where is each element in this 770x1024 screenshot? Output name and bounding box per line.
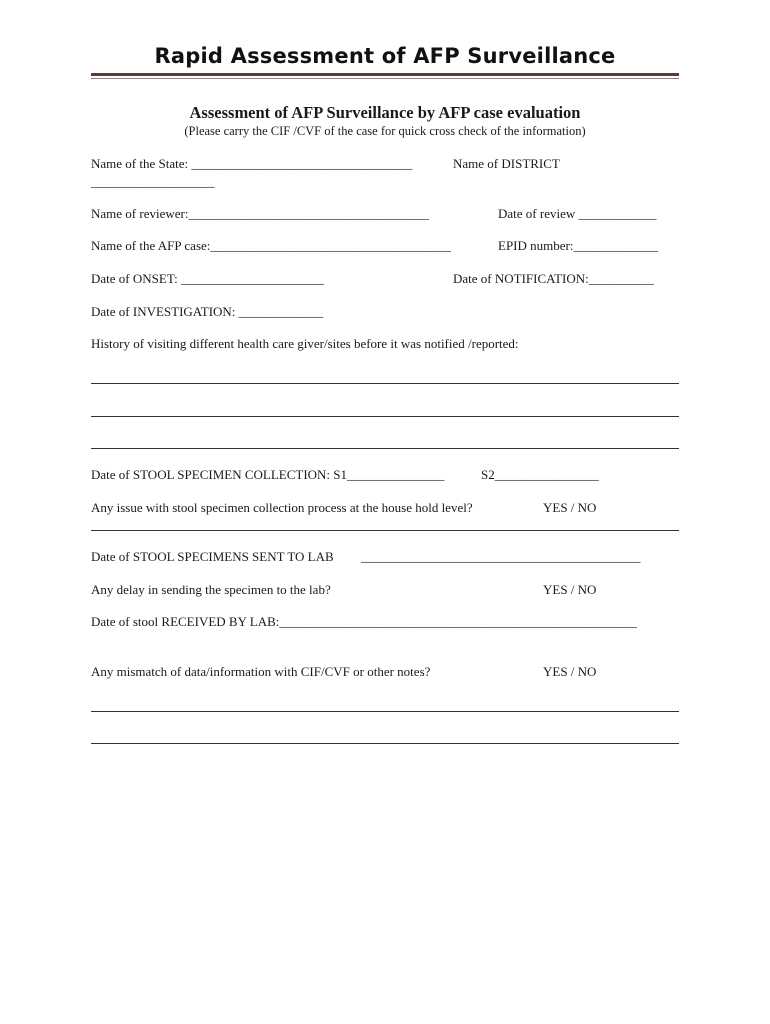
district-label: Name of DISTRICT [453,156,560,171]
header-divider-thin [91,78,679,79]
delay-question: Any delay in sending the specimen to the lab? [91,582,331,597]
mismatch-answer-line[interactable] [91,742,679,744]
reviewer-field[interactable]: Name of reviewer:_____________________________________ [91,206,429,221]
mismatch-question: Any mismatch of data/information with CIF/CVF or other notes? [91,664,431,679]
state-field[interactable]: Name of the State: __________________________________ [91,156,413,171]
s2-field[interactable]: S2________________ [481,467,599,482]
notification-field[interactable]: Date of NOTIFICATION:__________ [453,271,654,286]
stool-collection-field[interactable]: Date of STOOL SPECIMEN COLLECTION: S1_______________ [91,467,445,482]
yes-no-option[interactable]: YES / NO [543,500,597,515]
investigation-field[interactable]: Date of INVESTIGATION: _____________ [91,304,324,319]
history-answer-line[interactable] [91,382,679,384]
collection-issue-answer-line[interactable] [91,529,679,531]
form-note: (Please carry the CIF /CVF of the case for quick cross check of the information) [184,124,586,138]
stool-sent-field[interactable]: ___________________________________________ [361,549,641,564]
stool-sent-label: Date of STOOL SPECIMENS SENT TO LAB [91,549,334,564]
review-date-field[interactable]: Date of review ____________ [498,206,657,221]
page-title: Rapid Assessment of AFP Surveillance [154,44,616,68]
district-field[interactable]: ___________________ [91,174,215,189]
yes-no-option[interactable]: YES / NO [543,582,597,597]
epid-field[interactable]: EPID number:_____________ [498,238,658,253]
form-subtitle: Assessment of AFP Surveillance by AFP case evaluation [189,103,581,122]
collection-issue-question: Any issue with stool specimen collection process at the house hold level? [91,500,473,515]
history-answer-line[interactable] [91,415,679,417]
mismatch-answer-line[interactable] [91,710,679,712]
header-divider [91,73,679,76]
yes-no-option[interactable]: YES / NO [543,664,597,679]
history-answer-line[interactable] [91,447,679,449]
history-label: History of visiting different health care giver/sites before it was notified /reported: [91,336,519,351]
received-field[interactable]: Date of stool RECEIVED BY LAB:_______________________________________________________ [91,614,637,629]
onset-field[interactable]: Date of ONSET: ______________________ [91,271,324,286]
afp-case-field[interactable]: Name of the AFP case:_____________________________________ [91,238,451,253]
